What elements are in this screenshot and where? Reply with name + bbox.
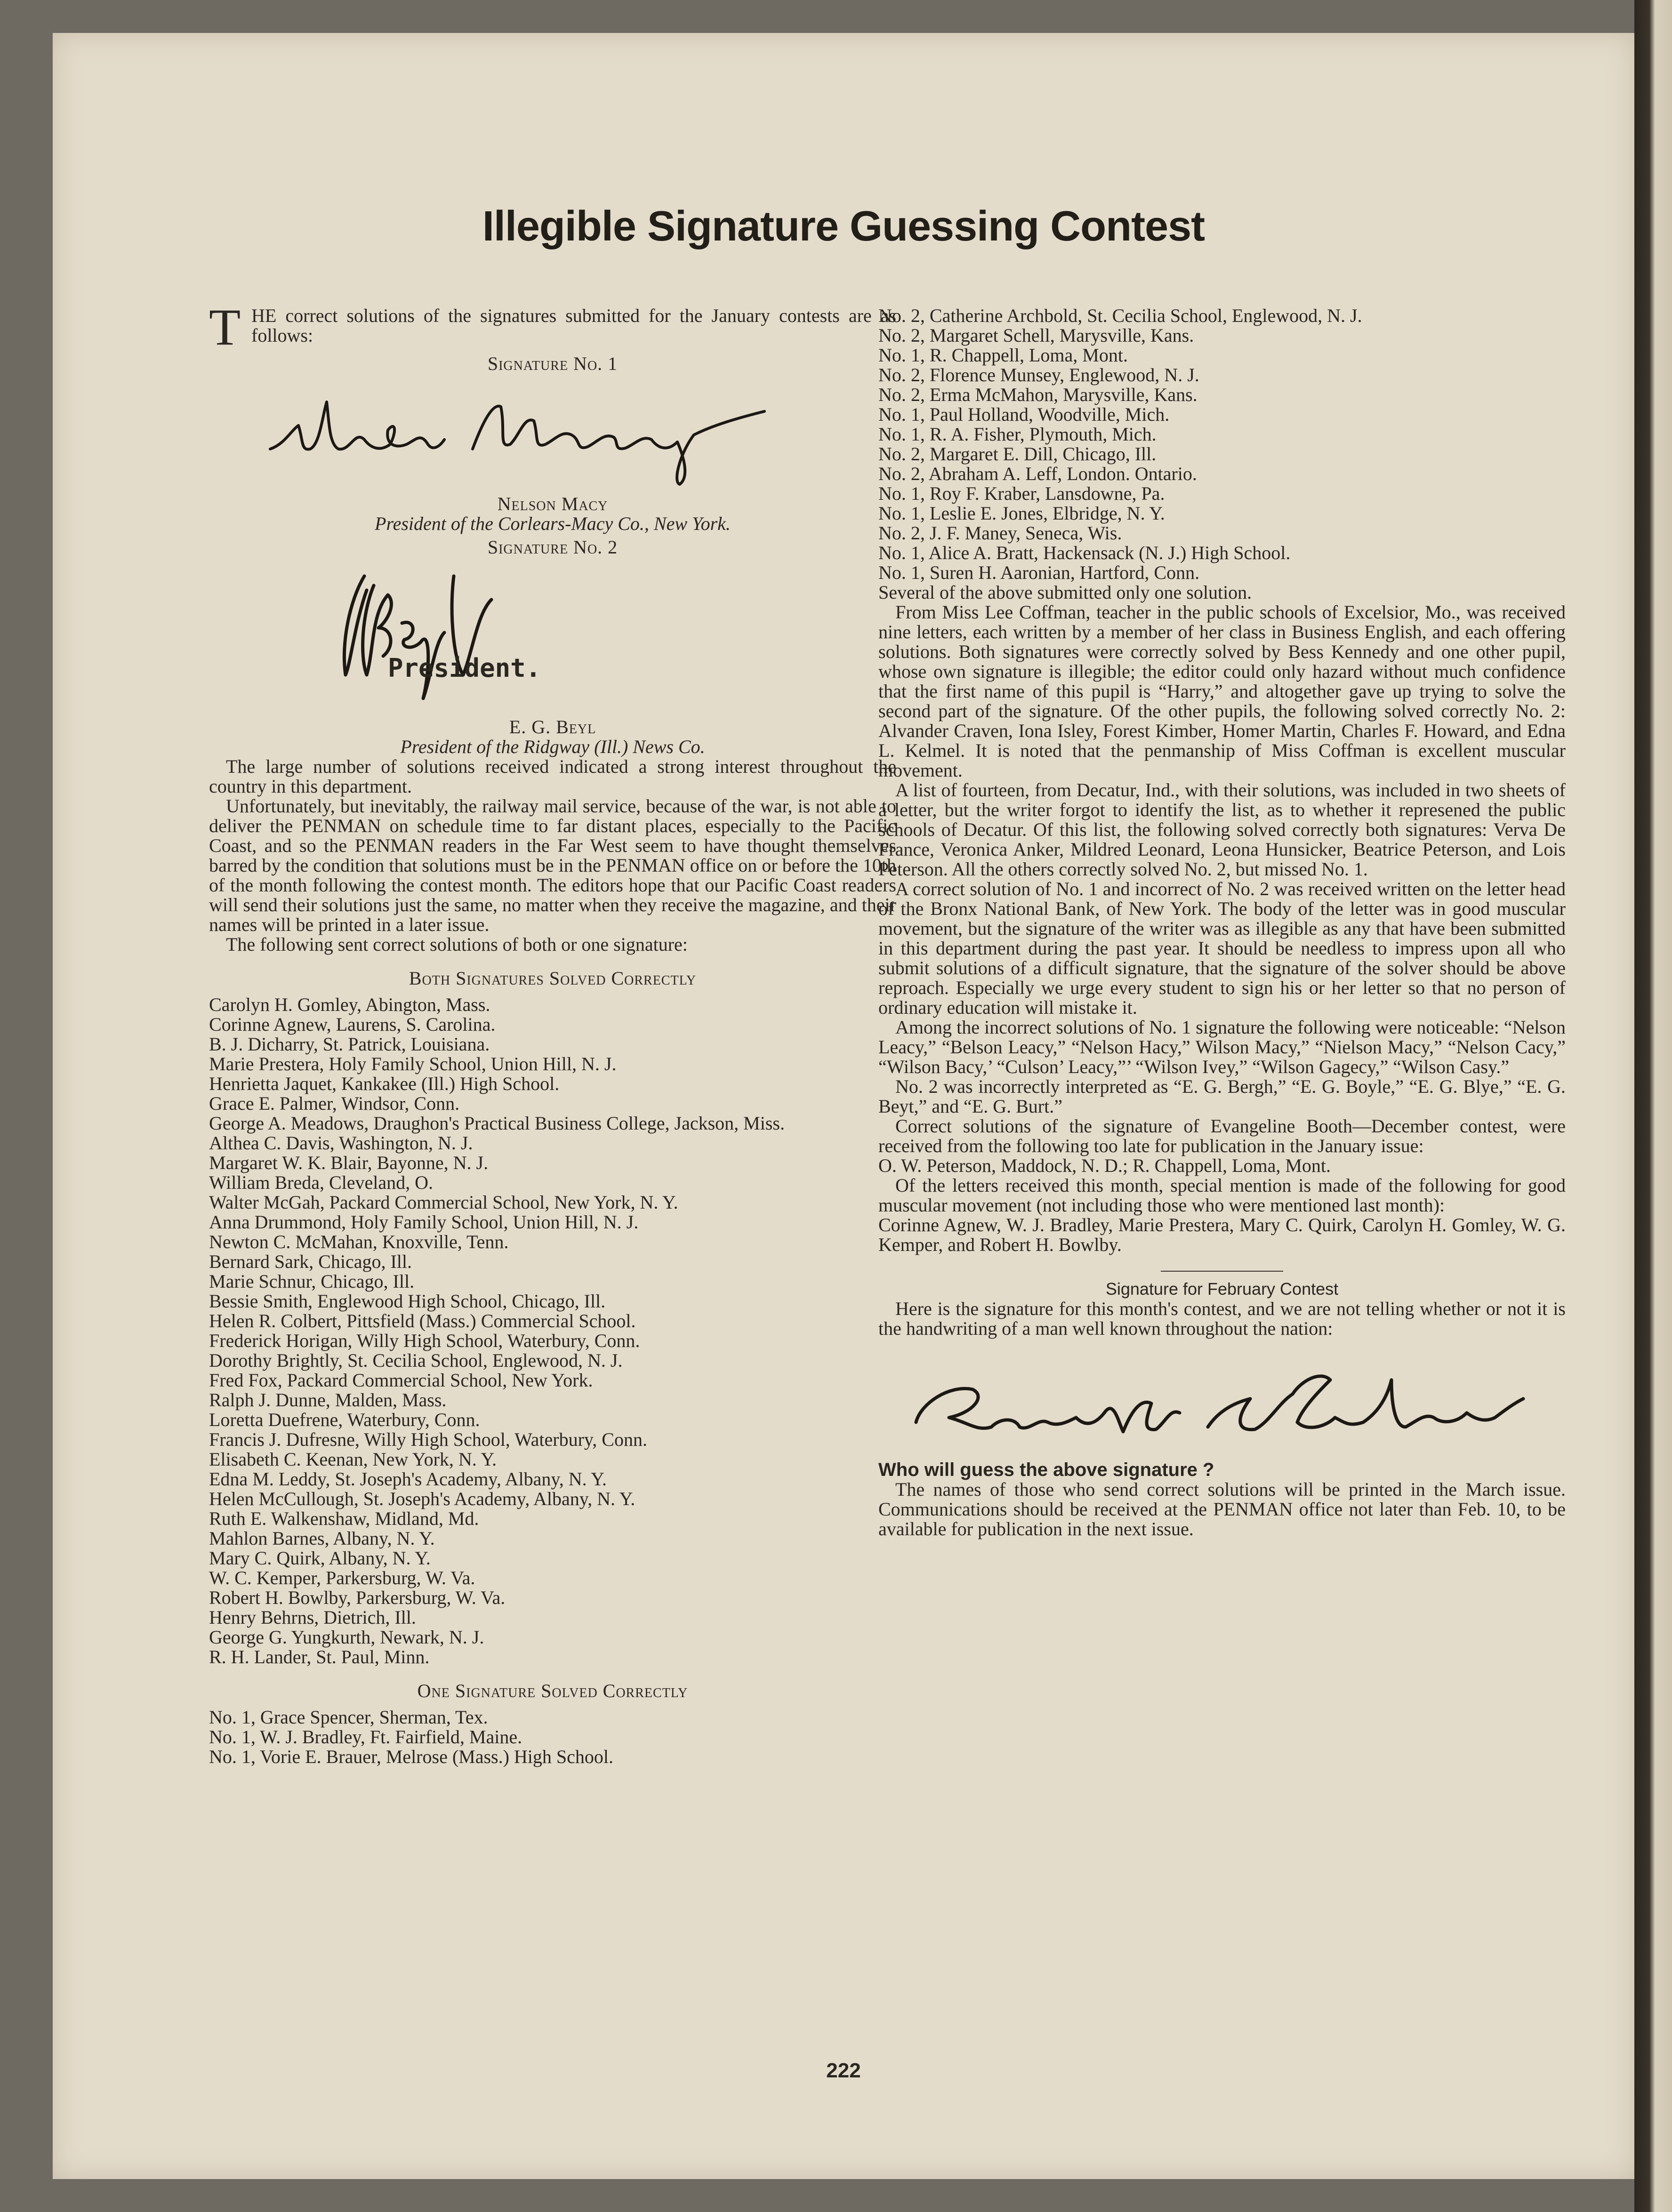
list-item: No. 1, Paul Holland, Woodville, Mich. (878, 404, 1170, 425)
president-word: President. (388, 653, 541, 683)
list-item: Ralph J. Dunne, Malden, Mass. (209, 1389, 447, 1411)
signature-2-name: E. G. Beyl (509, 716, 596, 737)
closing-paragraph: The names of those who send correct solutions will be printed in the March issue. Communications should be received at the PENMAN office not later than Feb. 10, to be available for publication in the next issue. (878, 1479, 1566, 1539)
section-divider (1161, 1271, 1283, 1272)
list-item: No. 1, Roy F. Kraber, Lansdowne, Pa. (878, 483, 1165, 504)
one-signature-list-left (209, 1707, 896, 1767)
february-heading: Signature for February Contest (1105, 1279, 1339, 1298)
list-item: No. 2, J. F. Maney, Seneca, Wis. (878, 522, 1122, 544)
paragraph-interest: The large number of solutions received indicated a strong interest throughout the country in this department. (209, 756, 896, 797)
both-signatures-list (209, 995, 896, 1667)
signature-2-image (209, 557, 896, 717)
paragraph-booth: Correct solutions of the signature of Evangeline Booth—December contest, were received from the following too late for publication in the January issue: (878, 1115, 1566, 1156)
list-item: No. 2, Catherine Archbold, St. Cecilia School, Englewood, N. J. (878, 305, 1362, 326)
list-item: No. 1, R. Chappell, Loma, Mont. (878, 345, 1128, 366)
paragraph-mail-service: Unfortunately, but inevitably, the railway mail service, because of the war, is not able to deliver the PENMAN on schedule time to far distant places, especially to the Pacific Coast, and so the PENMAN readers in the Far West seem to have thought themselves barred by the condition that solutions must be in the PENMAN office on or before the 10th of the month following the contest month. The editors hope that our Pacific Coast readers will send their solutions just the same, no matter when they receive the magazine, and their names will be printed in a later issue. (209, 795, 896, 935)
list-item: Frederick Horigan, Willy High School, Waterbury, Conn. (209, 1330, 640, 1351)
magazine-page (53, 33, 1634, 2179)
list-item: B. J. Dicharry, St. Patrick, Louisiana. (209, 1034, 490, 1055)
right-column (878, 306, 1566, 1539)
list-item: Margaret W. K. Blair, Bayonne, N. J. (209, 1152, 489, 1173)
list-item: No. 2, Margaret Schell, Marysville, Kans. (878, 325, 1194, 346)
one-signature-list-right (878, 306, 1566, 583)
signature-beyl-drawing (209, 557, 896, 717)
signature-1-heading: Signature No. 1 (487, 353, 618, 374)
one-signature-heading: One Signature Solved Correctly (417, 1680, 688, 1701)
list-item: Carolyn H. Gomley, Abington, Mass. (209, 994, 490, 1015)
drop-cap: T (209, 298, 241, 356)
list-item: No. 1, Vorie E. Brauer, Melrose (Mass.) High School. (209, 1746, 614, 1767)
list-item: Marie Schnur, Chicago, Ill. (209, 1271, 415, 1292)
list-item: William Breda, Cleveland, O. (209, 1172, 434, 1193)
paragraph-incorrect-1: Among the incorrect solutions of No. 1 signature the following were noticeable: “Nelson Leacy,” “Belson Leacy,” “Nelson Hacy,” Wilson Macy,” “Nielson Macy,” “Nelson Cacy,” “Wilson Bacy,’ “Culson’ Leacy,”’ “Wilson Ivey,” “Wilson Gagecy,” “Wilson Casy.” (878, 1017, 1566, 1077)
list-item: Mary C. Quirk, Albany, N. Y. (209, 1547, 431, 1569)
signature-1-caption: President of the Corlears-Macy Co., New York. (375, 513, 731, 534)
list-item: Corinne Agnew, Laurens, S. Carolina. (209, 1014, 496, 1035)
list-item: Dorothy Brightly, St. Cecilia School, Englewood, N. J. (209, 1350, 623, 1371)
list-item: Walter McGah, Packard Commercial School, New York, N. Y. (209, 1192, 678, 1213)
list-item: Marie Prestera, Holy Family School, Union Hill, N. J. (209, 1053, 617, 1074)
list-item: Anna Drummond, Holy Family School, Union Hill, N. J. (209, 1211, 639, 1233)
list-item: Ruth E. Walkenshaw, Midland, Md. (209, 1508, 479, 1529)
list-item: Bessie Smith, Englewood High School, Chicago, Ill. (209, 1290, 606, 1312)
list-item: No. 1, R. A. Fisher, Plymouth, Mich. (878, 424, 1157, 445)
list-item: Mahlon Barnes, Albany, N. Y. (209, 1528, 435, 1549)
paragraph-bronx: A correct solution of No. 1 and incorrect of No. 2 was received written on the letter head of the Bronx National Bank, of New York. The body of the letter was in good muscular movement, but the signature of the writer was as illegible as any that have been submitted in this department during the past year. It should be needless to impress upon all who submit solutions of a difficult signature, that the signature of the solver should be above reproach. Especially we urge every student to sign his or her letter so that no person of ordinary education will mistake it. (878, 878, 1566, 1018)
guess-question: Who will guess the above signature ? (878, 1459, 1214, 1480)
list-item: No. 1, Alice A. Bratt, Hackensack (N. J.) High School. (878, 542, 1291, 563)
list-item: No. 2, Florence Munsey, Englewood, N. J. (878, 364, 1199, 385)
intro-paragraph (209, 298, 896, 356)
list-item: No. 1, W. J. Bradley, Ft. Fairfield, Maine. (209, 1726, 522, 1747)
list-item: Helen McCullough, St. Joseph's Academy, Albany, N. Y. (209, 1488, 635, 1509)
list-item: Newton C. McMahan, Knoxville, Tenn. (209, 1231, 509, 1252)
signature-2-caption: President of the Ridgway (Ill.) News Co. (400, 736, 705, 757)
list-item: Edna M. Leddy, St. Joseph's Academy, Albany, N. Y. (209, 1468, 607, 1490)
list-item: No. 2, Margaret E. Dill, Chicago, Ill. (878, 443, 1157, 465)
signature-1-image (209, 374, 896, 491)
list-item: Loretta Duefrene, Waterbury, Conn. (209, 1409, 480, 1430)
list-item: W. C. Kemper, Parkersburg, W. Va. (209, 1567, 475, 1588)
list-item: Althea C. Davis, Washington, N. J. (209, 1132, 473, 1154)
signature-2-heading: Signature No. 2 (487, 537, 618, 558)
intro-text: HE correct solutions of the signatures submitted for the January contests are as follows: (251, 305, 896, 346)
list-item: No. 2, Abraham A. Leff, London. Ontario. (878, 463, 1197, 484)
left-column (209, 298, 896, 1767)
list-item: Elisabeth C. Keenan, New York, N. Y. (209, 1449, 497, 1470)
list-item: No. 1, Grace Spencer, Sherman, Tex. (209, 1707, 488, 1728)
list-item: Henrietta Jaquet, Kankakee (Ill.) High School. (209, 1073, 560, 1094)
february-signature-image (878, 1352, 1566, 1455)
february-intro: Here is the signature for this month's contest, and we are not telling whether or not it is the handwriting of a man well known throughout the nation: (878, 1298, 1566, 1339)
list-item: No. 1, Suren H. Aaronian, Hartford, Conn. (878, 562, 1200, 583)
paragraph-coffman: From Miss Lee Coffman, teacher in the public schools of Excelsior, Mo., was received nine letters, each written by a member of her class in Business English, and each offering solutions. Both signatures were correctly solved by Bess Kennedy and one other pupil, whose own signature is illegible; the editor could only hazard without much confidence that the first name of this pupil is “Harry,” and altogether gave up trying to solve the second part of the signature. Of the other pupils, the following solved correctly No. 2: Alvander Craven, Iona Isley, Forest Kimber, Homer Martin, Charles F. Howard, and Edna L. Kelmel. It is noted that the penmanship of Miss Coffman is excellent muscular movement. (878, 601, 1566, 781)
paragraph-decatur: A list of fourteen, from Decatur, Ind., with their solutions, was included in two sheets of a letter, but the writer forgot to identify the list, as to whether it represened the public schools of Decatur. Of this list, the following solved correctly both signatures: Verva De France, Veronica Anker, Mildred Leonard, Leona Hunsicker, Beatrice Peterson, and Lois Peterson. All the others correctly solved No. 2, but missed No. 1. (878, 779, 1566, 880)
list-item: R. H. Lander, St. Paul, Minn. (209, 1646, 430, 1667)
paragraph-incorrect-2: No. 2 was incorrectly interpreted as “E. G. Bergh,” “E. G. Boyle,” “E. G. Blye,” “E. G. Beyt,” and “E. G. Burt.” (878, 1076, 1566, 1117)
list-item: Bernard Sark, Chicago, Ill. (209, 1251, 412, 1272)
list-item: George A. Meadows, Draughon's Practical Business College, Jackson, Miss. (209, 1113, 785, 1134)
list-item: Francis J. Dufresne, Willy High School, Waterbury, Conn. (209, 1429, 647, 1450)
page-title: Illegible Signature Guessing Contest (482, 203, 1205, 250)
list-item: Henry Behrns, Dietrich, Ill. (209, 1607, 416, 1628)
paragraph-booth-names: O. W. Peterson, Maddock, N. D.; R. Chappell, Loma, Mont. (878, 1155, 1331, 1176)
list-item: Helen R. Colbert, Pittsfield (Mass.) Commercial School. (209, 1310, 636, 1331)
paragraph-special-mention: Of the letters received this month, special mention is made of the following for good muscular movement (not including those who were mentioned last month): (878, 1175, 1566, 1216)
paragraph-mention-names: Corinne Agnew, W. J. Bradley, Marie Prestera, Mary C. Quirk, Carolyn H. Gomley, W. G. Kemper, and Robert H. Bowlby. (878, 1214, 1566, 1255)
list-item: Robert H. Bowlby, Parkersburg, W. Va. (209, 1587, 506, 1608)
list-item: No. 2, Erma McMahon, Marysville, Kans. (878, 384, 1198, 405)
list-item: George G. Yungkurth, Newark, N. J. (209, 1627, 484, 1648)
paragraph-several: Several of the above submitted only one solution. (878, 582, 1252, 603)
page-number: 222 (826, 2059, 861, 2082)
both-signatures-heading: Both Signatures Solved Correctly (409, 968, 697, 989)
book-spine (1634, 0, 1672, 2212)
list-item: Grace E. Palmer, Windsor, Conn. (209, 1093, 460, 1114)
signature-1-name: Nelson Macy (497, 493, 608, 514)
signature-la-follette-drawing (878, 1352, 1566, 1455)
list-item: Fred Fox, Packard Commercial School, New York. (209, 1370, 593, 1391)
paragraph-following: The following sent correct solutions of both or one signature: (226, 934, 688, 955)
list-item: No. 1, Leslie E. Jones, Elbridge, N. Y. (878, 503, 1165, 524)
signature-nelson-macy-drawing (209, 374, 896, 491)
